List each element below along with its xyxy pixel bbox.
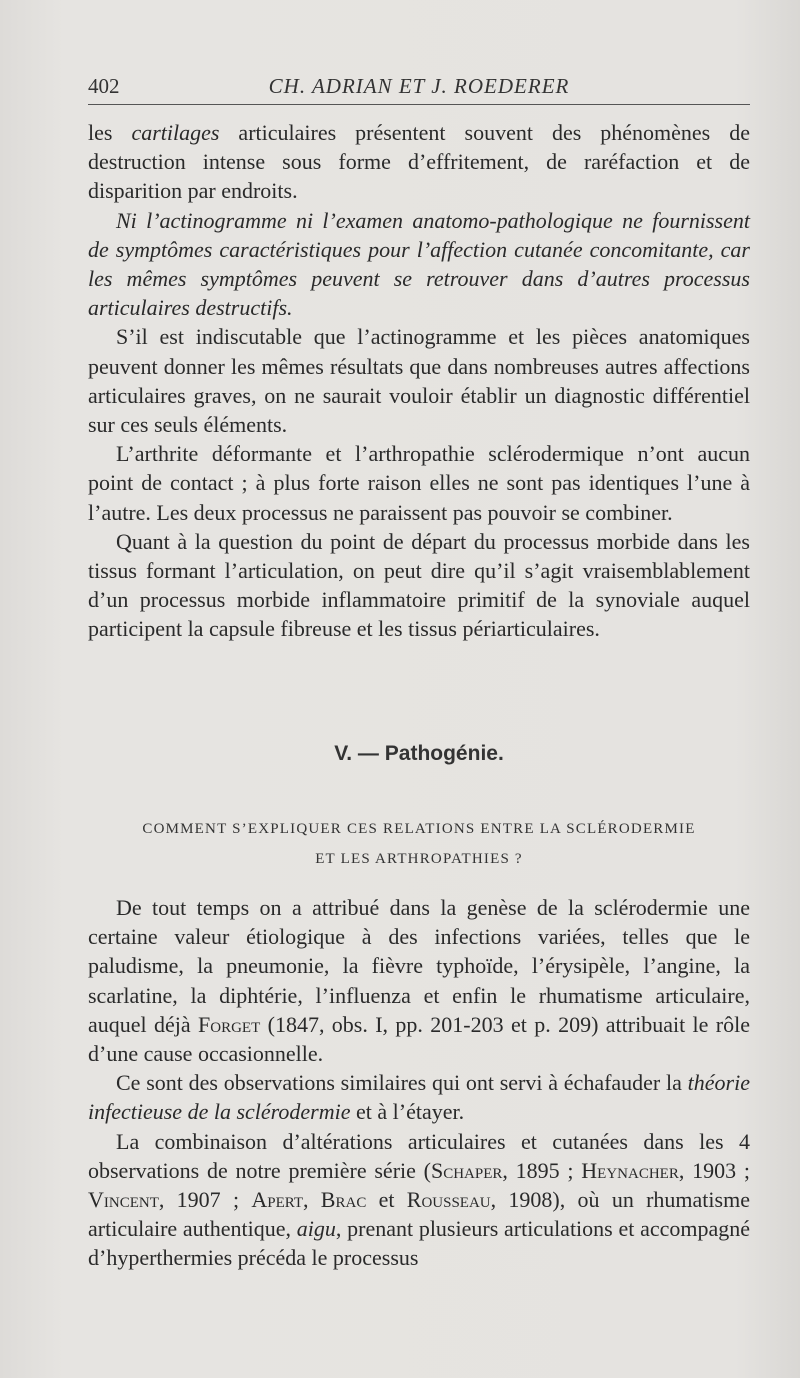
text-run: et à l’étayer. [350,1099,465,1125]
author-name: Apert, Brac [251,1187,367,1213]
author-name: Heynacher [581,1157,679,1183]
paragraph-combinaison [88,1127,750,1273]
subheading [88,814,750,874]
section-title: V. — Pathogénie. [334,742,504,765]
text-run: (1847, obs. I, pp. 201-203 et p. 209) attribuait le rôle d’une cause occasionnelle. [88,1011,750,1067]
running-head [88,74,750,104]
paragraph-theorie [88,1068,750,1126]
text-run: les [88,120,132,145]
author-name: Schaper [430,1157,503,1183]
text-run: Ce sont des observations similaires qui ont servi à échafauder la [116,1070,688,1096]
text-run: articulaires présentent souvent des phénomènes de destruction intense sous forme d’effritement, de raréfaction et de disparition par endroits. [88,120,750,204]
emphasis-aigu: aigu [296,1216,336,1242]
text-run: , 1907 ; [158,1187,252,1213]
text-run: , 1908), où un rhumatisme articulaire authentique, [88,1187,750,1242]
header-rule [88,104,750,105]
author-name: Forget [198,1011,261,1037]
emphasis-cartilages: cartilages [131,120,220,145]
text-run: De tout temps on a attribué dans la genèse de la sclérodermie une certaine valeur étiologique à des infections variées, telles que le paludisme, la pneumonie, la fièvre typhoïde, l’érysipèle, l’angine, la scarlatine, la diphtérie, l’influenza et enfin le rhumatisme articulaire, auquel déjà [88,895,750,1037]
subheading-line-2: ET LES ARTHROPATHIES ? [315,851,523,867]
text-run: , 1903 ; [678,1157,750,1183]
emphasis-theorie: théorie infectieuse de la sclérodermie [88,1070,750,1125]
author-name: Rousseau [406,1187,491,1213]
text-run: , 1895 ; [502,1157,582,1183]
paragraph-arthrite: L’arthrite déformante et l’arthropathie sclérodermique n’ont aucun point de contact ; à plus forte raison elles ne sont pas identiques l’une à l’autre. Les deux processus ne paraissent pas pouvoir se combiner. [88,441,750,525]
text-run: et [366,1187,407,1213]
body-text-lower [88,893,750,1273]
body-text-upper [88,118,750,644]
paragraph-point-de-depart: Quant à la question du point de départ du processus morbide dans les tissus formant l’articulation, on peut dire qu’il s’agit vraisemblablement d’un processus morbide inflammatoire primitif de la synoviale auquel participent la capsule fibreuse et les tissus périarticulaires. [88,528,750,642]
author-name: Vincent [88,1187,159,1213]
paragraph-actinogramme: Ni l’actinogramme ni l’examen anatomo-pathologique ne fournissent de symptômes caractéristiques pour l’affection cutanée concomitante, car les mêmes symptômes peuvent se retrouver dans d’autres processus articulaires destructifs. [88,207,750,321]
subheading-line-1: COMMENT S’EXPLIQUER CES RELATIONS ENTRE LA SCLÉRODERMIE [142,821,696,837]
running-title: CH. ADRIAN ET J. ROEDERER [268,74,570,98]
paragraph-infections [88,893,750,1068]
paragraph-cartilages [88,118,750,206]
text-run: La combinaison d’altérations articulaires et cutanées dans les 4 observations de notre première série ( [88,1128,750,1183]
text-run: , prenant plusieurs articulations et accompagné d’hyperthermies précéda le processus [88,1216,751,1271]
paragraph-diagnostic: S’il est indiscutable que l’actinogramme et les pièces anatomiques peuvent donner les mêmes résultats que dans nombreuses autres affections articulaires graves, on ne saurait vouloir établir un diagnostic différentiel sur ces seuls éléments. [88,324,750,438]
page-number: 402 [88,74,120,98]
